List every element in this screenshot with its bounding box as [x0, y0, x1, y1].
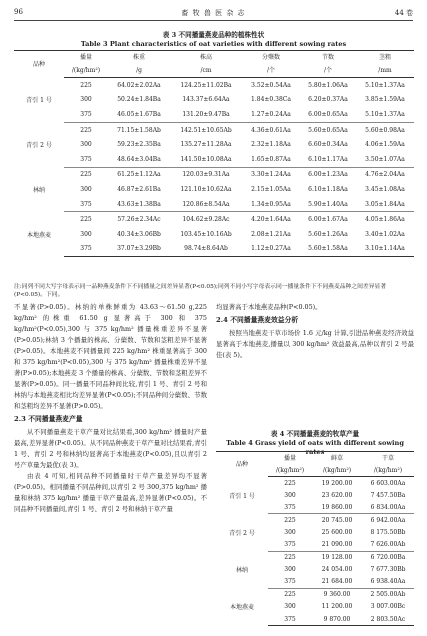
table4-variety-cell: 青引 2 号 — [229, 529, 255, 537]
table4-cell: 20 745.00 — [321, 516, 353, 524]
table3-cell: 59.23±2.35Ba — [117, 141, 161, 149]
table4-row — [216, 477, 414, 490]
table3-cell: 6.10±1.17Aa — [300, 152, 356, 167]
table3-row — [14, 93, 414, 108]
table3-cell: 2.15±1.05Aa — [251, 185, 291, 193]
table3-cell: 300 — [80, 141, 92, 149]
left-column — [14, 302, 207, 515]
table3-header-weight: 株重 — [108, 51, 170, 65]
paragraph: 由表 4 可知,相同品种不同播量时干草产量差异均不显著(P>0.05)。相同播量不同品种间,以青引 2 号 300,375 kg/hm² 播量和林纳 375 kg/hm² 播量干草产量最高,差异显著(P<0.05)。不同品种不同播量间,青引 1 号、青引 2 号和林纳干草产量 — [14, 472, 207, 513]
table3-variety-cell: 本地燕麦 — [26, 231, 51, 239]
table3-cell: 5.60±0.65Aa — [308, 126, 348, 134]
table4-cell: 2 803.50Ac — [362, 613, 414, 626]
table4-cell: 6 603.00Aa — [370, 479, 406, 487]
table4-row — [216, 588, 414, 601]
table4-cell: 2 505.00Ab — [370, 591, 406, 599]
table3-cell: 40.34±3.06Bb — [117, 230, 161, 238]
table4-unit-hay: /(kg/hm²) — [362, 464, 414, 477]
table3-cell: 1.84±0.38Ca — [251, 96, 291, 104]
table3-cell: 6.20±0.37Aa — [308, 96, 348, 104]
table4-cell: 7 457.50Ba — [370, 491, 406, 499]
table3-unit-node: /个 — [300, 64, 356, 78]
table3-cell: 46.87±2.61Ba — [117, 185, 161, 193]
table3-cell: 3.50±1.07Aa — [356, 152, 414, 167]
table3-variety-cell: 青引 2 号 — [26, 142, 52, 150]
table4-cell: 6 938.40Aa — [362, 576, 414, 589]
table4-cell: 7 626.00Ab — [362, 538, 414, 551]
table3-cell: 5.10±1.37Aa — [365, 81, 405, 89]
table3-cell: 1.27±0.24Aa — [242, 107, 300, 122]
table3-cell: 375 — [64, 107, 108, 122]
table3-cell: 300 — [80, 96, 92, 104]
table3-cell: 6.00±0.65Aa — [300, 107, 356, 122]
table3-cell: 1.12±0.27Aa — [242, 242, 300, 257]
table3-cell: 120.86±8.54Aa — [170, 197, 242, 212]
table3-cell: 61.25±1.12Aa — [117, 171, 161, 179]
table3-cell: 48.64±3.04Ba — [108, 152, 170, 167]
table3 — [14, 50, 414, 257]
table4-cell: 375 — [268, 613, 312, 626]
table3-row — [14, 197, 414, 212]
table3-cell: 1.34±0.95Aa — [242, 197, 300, 212]
table3-row — [14, 212, 414, 227]
table4-cell: 11 200.00 — [321, 603, 353, 611]
table4-cell: 300 — [284, 491, 296, 499]
table3-cell: 143.37±6.64Aa — [182, 96, 230, 104]
table3-cell: 124.25±11.02Ba — [180, 81, 232, 89]
table3-cell: 2.32±1.18Aa — [251, 141, 291, 149]
table3-cell: 71.15±1.58Ab — [117, 126, 161, 134]
table3-cell: 5.60±0.98Aa — [365, 126, 405, 134]
running-header — [14, 8, 413, 21]
table4-unit-fresh: /(kg/hm²) — [312, 464, 362, 477]
table3-cell: 225 — [80, 126, 92, 134]
table4-cell: 19 128.00 — [321, 554, 353, 562]
table3-cell: 4.36±0.61Aa — [251, 126, 291, 134]
table3-cell: 3.45±1.08Aa — [365, 185, 405, 193]
table3-unit-stem: /mm — [356, 64, 414, 78]
table3-cell: 43.63±1.38Ba — [108, 197, 170, 212]
table4-cell: 7 677.30Bb — [370, 566, 406, 574]
table3-row — [14, 122, 414, 137]
table3-row — [14, 242, 414, 257]
table3-cell: 6.00±1.23Aa — [308, 171, 348, 179]
page-number: 96 — [14, 8, 23, 16]
table3-row — [14, 107, 414, 122]
table3-variety-cell: 林纳 — [32, 186, 45, 194]
table4-variety-cell: 林纳 — [235, 567, 248, 575]
table4-cell: 375 — [268, 538, 312, 551]
table4-cell: 300 — [284, 528, 296, 536]
table3-cell: 103.45±10.16Ab — [180, 230, 232, 238]
table4-cell: 21 090.00 — [312, 538, 362, 551]
table4-cell: 6 942.00Aa — [370, 516, 406, 524]
table3-cell: 5.90±1.40Aa — [300, 197, 356, 212]
table4-cell: 23 620.00 — [321, 491, 353, 499]
table4-cell: 225 — [284, 479, 296, 487]
table4-cell: 300 — [284, 566, 296, 574]
table3-cell: 6.60±0.34Aa — [308, 141, 348, 149]
table3-row — [14, 78, 414, 93]
table3-cell: 375 — [64, 242, 108, 257]
table3-unit-plant-height: /cm — [170, 64, 242, 78]
table3-title-en: Table 3 Plant characteristics of oat varieties with different sowing rates — [80, 40, 347, 48]
table4-cell: 225 — [284, 554, 296, 562]
table3-unit-tiller: /个 — [242, 64, 300, 78]
table3-cell: 3.10±1.14Aa — [356, 242, 414, 257]
table3-cell: 225 — [80, 216, 92, 224]
table3-cell: 5.60±1.26Aa — [308, 230, 348, 238]
table4-variety-cell: 青引 1 号 — [229, 492, 255, 500]
table3-cell: 50.24±1.84Ba — [117, 96, 161, 104]
paragraph: 从不同播量燕麦干草产量对比结果看,300 kg/hm² 播量时产量最高,差异显著(P<0.05)。从不同品种燕麦干草产量对比结果看,青引 1 号、青引 2 号和林纳均显著高于本地燕麦(P<0.05),且以青引 2 号产草量为最优(表 3)。 — [14, 428, 207, 469]
table4-header-rate: 播量 — [268, 452, 312, 465]
volume-label: 44 卷 — [394, 9, 413, 17]
table4-cell: 24 054.00 — [321, 566, 353, 574]
table4-row — [216, 551, 414, 564]
table3-cell: 131.20±9.47Ba — [170, 107, 242, 122]
table3-row — [14, 137, 414, 152]
table4-cell: 8 175.50Bb — [370, 528, 406, 536]
table3-header-rate: 播量 — [64, 51, 108, 65]
table3-header-variety: 品种 — [14, 51, 64, 78]
table4-title-cn: 表 4 不同播量燕麦的牧草产量 — [270, 430, 360, 438]
table3-note: 注:同列不同大写字母表示同一品种燕麦条件下不同播量之间差异显著(P<0.05);同列不同小写字母表示同一播量条件下不同燕麦品种之间差异显著(P<0.05)。下同。 — [14, 284, 387, 298]
paragraph: 按照当地燕麦干草市场价 1.6 元/kg 计算,引进品种燕麦经济效益显著高于本地燕麦,播量以 300 kg/hm² 效益最高,品种以青引 2 号最佳(表 5)。 — [216, 329, 414, 359]
table3-cell: 5.10±1.37Aa — [356, 107, 414, 122]
table4-header-fresh: 鲜草 — [312, 452, 362, 465]
table3-cell: 121.10±10.62Aa — [180, 185, 232, 193]
table4-cell: 225 — [284, 591, 296, 599]
table3-cell: 57.26±2.34Ac — [117, 216, 161, 224]
table3-cell: 3.30±1.24Aa — [251, 171, 291, 179]
right-column — [216, 302, 414, 361]
table3-cell: 4.05±1.86Aa — [365, 216, 405, 224]
table4-cell: 225 — [284, 516, 296, 524]
table3-row — [14, 227, 414, 242]
table3-header-node: 节数 — [300, 51, 356, 65]
table3-cell: 98.74±8.64Ab — [170, 242, 242, 257]
table4-cell: 300 — [284, 603, 296, 611]
table4-header-variety: 品种 — [216, 452, 268, 477]
table3-variety-cell: 青引 1 号 — [26, 97, 52, 105]
table3-cell: 3.85±1.59Aa — [365, 96, 405, 104]
table4-cell: 19 860.00 — [312, 501, 362, 514]
table4-row — [216, 514, 414, 527]
table3-unit-rate: /(kg/hm²) — [64, 64, 108, 78]
table3-cell: 2.08±1.21Aa — [251, 230, 291, 238]
table3-row — [14, 167, 414, 182]
table4-title-en: Table 4 Grass yield of oats with different sowing rates — [226, 439, 404, 456]
paragraph: 不显著(P>0.05)。林纳的单株鲜重为 43.63～61.50 g,225 kg/hm² 的株重 61.50 g 显著高于 300 和 375 kg/hm²(P<0.05),300 与 375 kg/hm² 播量株重差异不显著(P>0.05);林纳 3 个播量的株高、分蘖数、节数和茎粗差异不显著(P>0.05)。本地燕麦不同播量间 225 kg/hm² 株重显著高于 300 和 375 kg/hm²(P<0.05),300 与 375 kg/hm² 播量株重差异不显著(P>0.05);本地燕麦 3 个播量的株高、分蘖数、节数和茎粗差异不显著(P>0.05)。同一播量不同品种间比较,青引 1 号、青引 2 号和林纳与本地燕麦相比均差异显著(P<0.05);不同品种间分蘖数、节数和茎粗均差异不显著(P>0.05)。 — [14, 303, 207, 410]
table4-cell: 25 600.00 — [321, 528, 353, 536]
section-heading-2-4: 2.4 不同播量燕麦效益分析 — [216, 316, 299, 324]
table3-cell: 104.62±9.28Ac — [182, 216, 230, 224]
table3-cell: 3.52±0.54Aa — [251, 81, 291, 89]
table4-cell: 6 720.00Ba — [370, 554, 406, 562]
table4-cell: 6 834.00Aa — [362, 501, 414, 514]
table3-cell: 225 — [80, 81, 92, 89]
table3-cell: 64.02±2.02Aa — [117, 81, 161, 89]
table3-title-cn: 表 3 不同播量燕麦品种的植株性状 — [162, 31, 265, 39]
table4-cell: 375 — [268, 501, 312, 514]
table4-cell: 19 200.00 — [321, 479, 353, 487]
table3-cell: 46.05±1.67Ba — [108, 107, 170, 122]
table3-cell: 142.51±10.65Ab — [180, 126, 232, 134]
table3-cell: 300 — [80, 230, 92, 238]
table3-cell: 3.05±1.84Aa — [356, 197, 414, 212]
table3-cell: 375 — [64, 197, 108, 212]
table3-cell: 135.27±11.28Aa — [180, 141, 232, 149]
table4-unit-rate: /(kg/hm²) — [268, 464, 312, 477]
table3-header-plant-height: 株高 — [170, 51, 242, 65]
table4-cell: 3 007.00Bc — [370, 603, 406, 611]
table3-cell: 5.60±1.58Aa — [300, 242, 356, 257]
table4-cell: 21 684.00 — [312, 576, 362, 589]
table3-header-stem: 茎粗 — [356, 51, 414, 65]
table4-variety-cell: 本地燕麦 — [229, 604, 254, 612]
table3-cell: 3.40±1.02Aa — [365, 230, 405, 238]
table3-cell: 37.07±3.29Bb — [108, 242, 170, 257]
table3-cell: 6.00±1.67Aa — [308, 216, 348, 224]
table3-cell: 300 — [80, 185, 92, 193]
table3-unit-weight: /g — [108, 64, 170, 78]
table3-cell: 5.80±1.06Aa — [308, 81, 348, 89]
table3-cell: 4.06±1.59Aa — [365, 141, 405, 149]
table3-row — [14, 182, 414, 197]
section-heading-2-3: 2.3 不同播量燕麦产量 — [14, 415, 83, 423]
table4 — [216, 451, 414, 626]
table3-row — [14, 152, 414, 167]
paragraph: 均显著高于本地燕麦品种(P<0.05)。 — [216, 303, 322, 311]
table3-cell: 225 — [80, 171, 92, 179]
table3-cell: 1.65±0.87Aa — [242, 152, 300, 167]
table3-cell: 4.76±2.04Aa — [365, 171, 405, 179]
table3-cell: 6.10±1.18Aa — [308, 185, 348, 193]
table4-cell: 375 — [268, 576, 312, 589]
table3-cell: 141.50±10.08Aa — [170, 152, 242, 167]
table3-cell: 120.03±9.31Aa — [182, 171, 230, 179]
table4-cell: 9 870.00 — [312, 613, 362, 626]
journal-title: 畜 牧 兽 医 杂 志 — [181, 9, 246, 17]
table3-cell: 375 — [64, 152, 108, 167]
table4-cell: 9 360.00 — [323, 591, 351, 599]
table3-header-tiller: 分蘖数 — [242, 51, 300, 65]
table4-header-hay: 干草 — [362, 452, 414, 465]
table3-cell: 4.20±1.64Aa — [251, 216, 291, 224]
